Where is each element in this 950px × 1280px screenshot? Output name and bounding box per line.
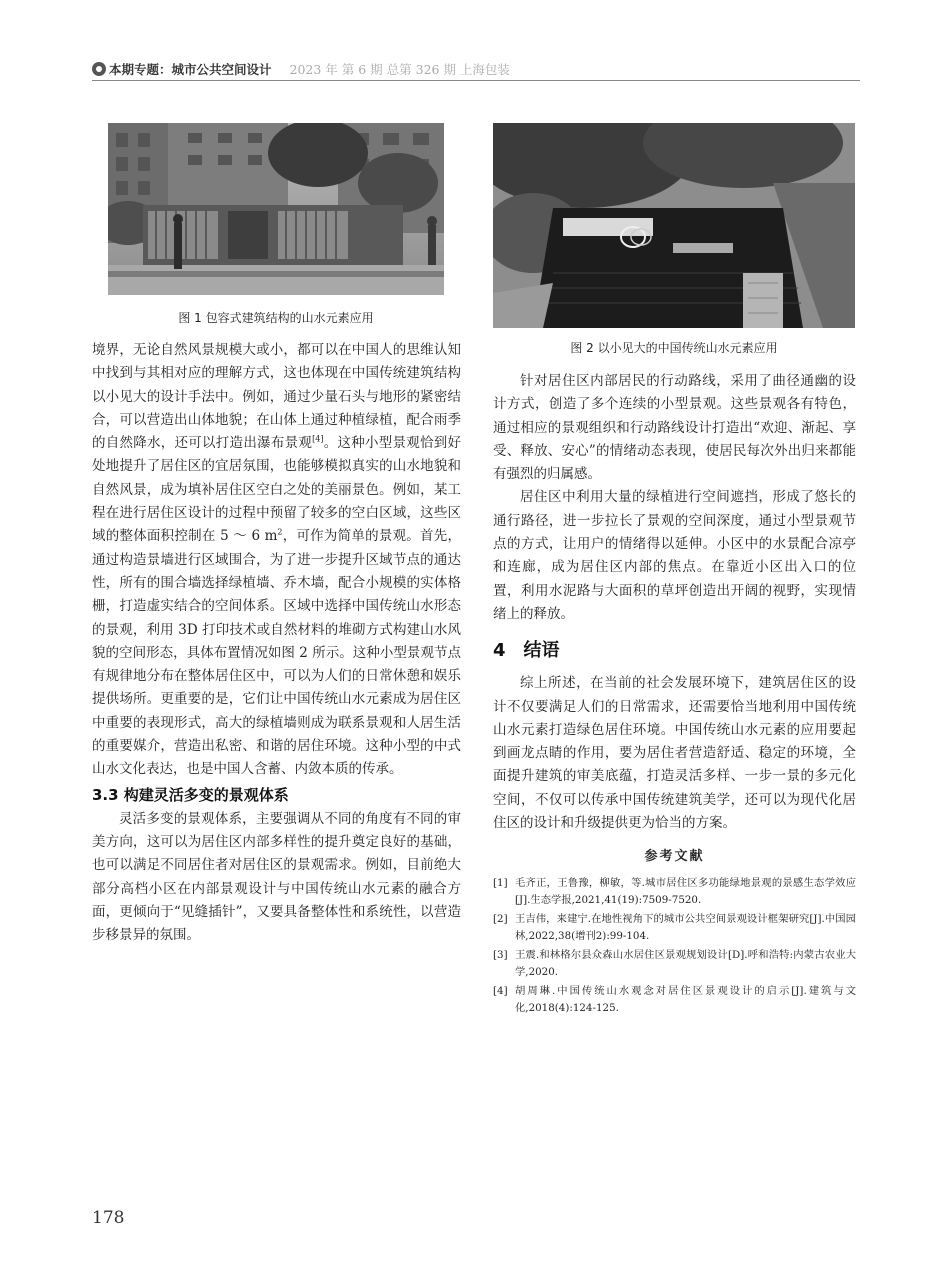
body-paragraph: 针对居住区内部居民的行动路线，采用了曲径通幽的设计方式，创造了多个连续的小型景观。这些景观各有特色，通过相应的景观组织和行动路线设计打造出“欢迎、渐起、享受、释放、安心”的情绪动态表现，使居民每次外出归来都能有强烈的归属感。 xyxy=(493,373,856,483)
body-paragraph: 综上所述，在当前的社会发展环境下，建筑居住区的设计不仅要满足人们的日常需求，还需要恰当地利用中国传统山水元素打造绿色居住环境。中国传统山水元素的应用要起到画龙点睛的作用，要为居住者营造舒适、稳定的环境，全面提升建筑的审美底蕴，打造灵活多样、一步一景的多元化空间，不仅可以传承中国传统建筑美学，还可以为现代化居住区的设计和升级提供更为恰当的方案。 xyxy=(493,675,856,832)
left-column xyxy=(92,339,461,947)
references-list xyxy=(493,875,856,1017)
references-title: 参考文献 xyxy=(644,849,705,865)
reference-item: [3] 王震.和林格尔县众森山水居住区景观规划设计[D].呼和浩特:内蒙古农业大学,2020. xyxy=(493,948,856,978)
superscript: 2 xyxy=(277,527,283,537)
section-heading-conclusion: 4 结语 xyxy=(493,640,560,662)
figure-1-caption: 图 1 包容式建筑结构的山水元素应用 xyxy=(178,311,374,325)
figure-2-image xyxy=(493,123,855,328)
reference-item: [1] 毛齐正，王鲁豫，柳敏，等.城市居住区多功能绿地景观的景感生态学效应[J].生态学报,2021,41(19):7509-7520. xyxy=(493,876,856,906)
figure-1-image xyxy=(108,123,444,295)
figure-2-caption: 图 2 以小见大的中国传统山水元素应用 xyxy=(570,341,778,355)
body-paragraph: 灵活多变的景观体系，主要强调从不同的角度有不同的审美方向，这可以为居住区内部多样性的提升奠定良好的基础，也可以满足不同居住者对居住区的景观需求。例如，目前绝大部分高档小区在内部景观设计与中国传统山水元素的融合方面，更倾向于“见缝插针”，又要具备整体性和系统性，以营造步移景异的氛围。 xyxy=(92,810,461,944)
reference-item: [4] 胡周琳.中国传统山水观念对居住区景观设计的启示[J].建筑与文化,2018(4):124-125. xyxy=(493,984,856,1014)
section-heading: 3.3 构建灵活多变的景观体系 xyxy=(92,785,289,804)
header-topic: 本期专题：城市公共空间设计 xyxy=(109,62,272,77)
journal-logo-icon xyxy=(92,62,106,76)
right-column xyxy=(493,370,856,1019)
running-header xyxy=(92,60,860,78)
header-issue: 2023 年 第 6 期 总第 326 期 上海包装 xyxy=(289,62,510,77)
page-number: 178 xyxy=(92,1208,125,1228)
body-paragraph: 境界，无论自然风景规模大或小，都可以在中国人的思维认知中找到与其相对应的理解方式，这也体现在中国传统建筑结构以小见大的设计手法中。例如，通过少量石头与地形的紧密结合，可以营造出山体地貌；在山体上通过种植绿植，配合雨季的自然降水，还可以打造出瀑布景观[4]。这种小型景观恰到好处地提升了居住区的宜居氛围，也能够模拟真实的山水地貌和自然风景，成为填补居住区空白之处的美丽景色。例如，某工程在进行居住区设计的过程中预留了较多的空白区域，这些区域的整体面积控制在 5 ～ 6 $m^2$，可作为简单的景观。首先，通过构造景墙进行区域围合，为了进一步提升区域节点的通达性，所有的围合墙选择绿植墙、乔木墙，配合小规模的实体格栅，打造虚实结合的空间体系。区域中选择中国传统山水形态的景观，利用 3D 打印技术或自然材料的堆砌方式构建山水风貌的空间形态，具体布置情况如图 2 所示。这种小型景观节点有规律地分布在整体居住区中，可以为人们的日常休憩和娱乐提供场所。更重要的是，它们让中国传统山水元素成为居住区中重要的表现形式，高大的绿植墙则成为联系景观和人居生活的重要媒介，营造出私密、和谐的居住环境。这种小型的中式山水文化表达，也是中国人含蓄、内敛本质的传承。 xyxy=(92,342,462,778)
citation-ref: [4] xyxy=(312,434,324,444)
header-rule xyxy=(92,80,860,81)
body-paragraph: 居住区中利用大量的绿植进行空间遮挡，形成了悠长的通行路径，进一步拉长了景观的空间深度，通过小型景观节点的方式，让用户的情绪得以延伸。小区中的水景配合凉亭和连廊，成为居住区内部的焦点。在靠近小区出入口的位置，利用水泥路与大面积的草坪创造出开阔的视野，实现情绪上的释放。 xyxy=(493,489,856,622)
reference-item: [2] 王吉伟，来建宁.在地性视角下的城市公共空间景观设计框架研究[J].中国园林,2022,38(增刊2):99-104. xyxy=(493,912,856,942)
